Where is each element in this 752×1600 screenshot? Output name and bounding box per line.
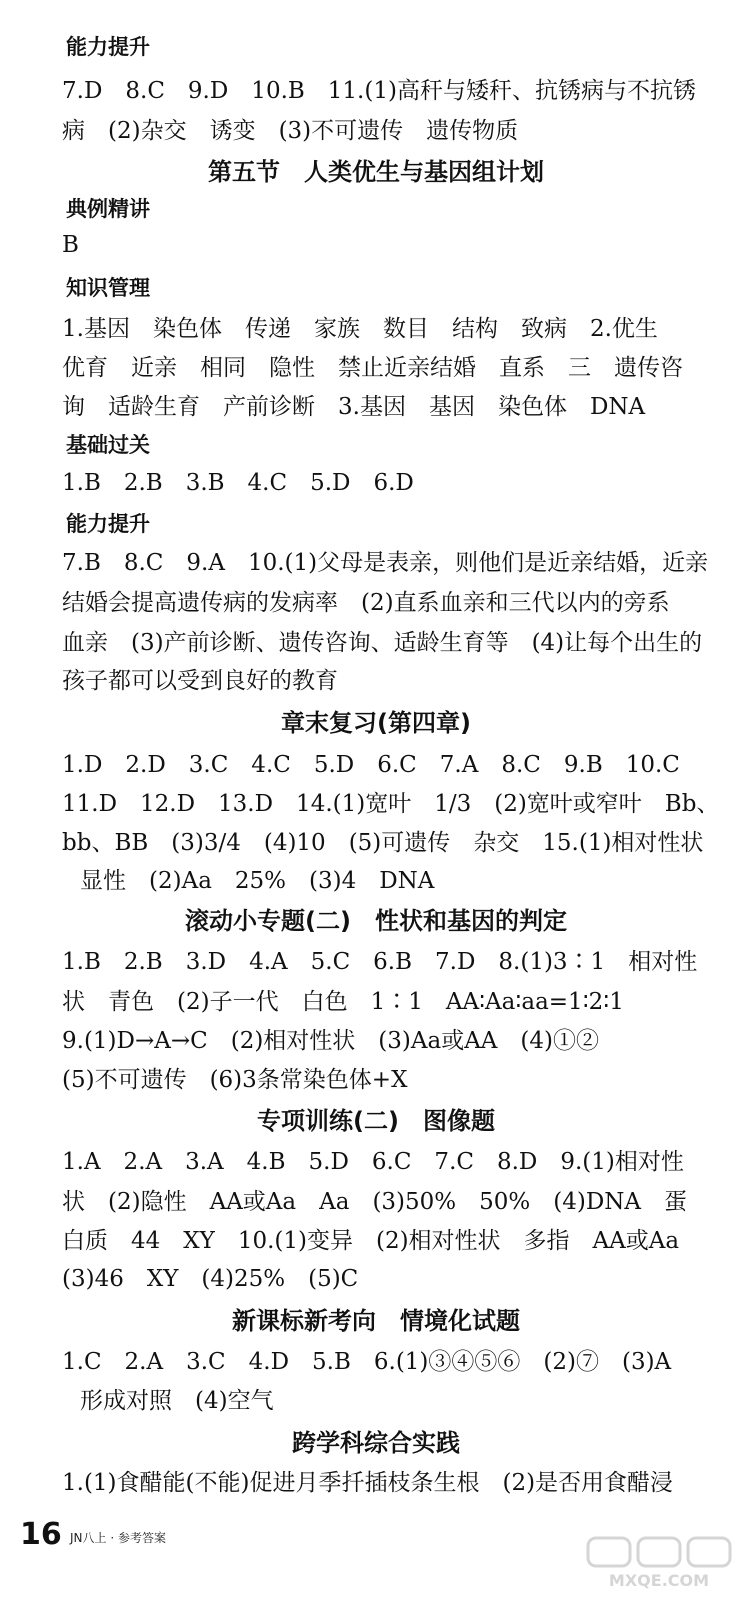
- section-title: 滚动小专题(二) 性状和基因的判定: [185, 907, 567, 935]
- answer-line: 询 适龄生育 产前诊断 3.基因 基因 染色体 DNA: [62, 394, 646, 420]
- answer-line: 1.(1)食醋能(不能)促进月季扦插枝条生根 (2)是否用食醋浸: [62, 1470, 674, 1496]
- subheading-example: 典例精讲: [66, 197, 150, 221]
- answer-line: 1.B 2.B 3.D 4.A 5.C 6.B 7.D 8.(1)3∶1 相对性: [62, 949, 698, 975]
- answer-line: 白质 44 XY 10.(1)变异 (2)相对性状 多指 AA或Aa: [62, 1228, 680, 1254]
- answer-line: 9.(1)D→A→C (2)相对性状 (3)Aa或AA (4)①②: [62, 1028, 599, 1054]
- answer-line: 结婚会提高遗传病的发病率 (2)直系血亲和三代以内的旁系: [62, 590, 670, 616]
- answer-line: 优育 近亲 相同 隐性 禁止近亲结婚 直系 三 遗传咨: [62, 355, 683, 381]
- answer-line: 状 青色 (2)子一代 白色 1∶1 AA∶Aa∶aa=1∶2∶1: [62, 989, 624, 1015]
- watermark-logo: [584, 1534, 734, 1592]
- answer-line: 孩子都可以受到良好的教育: [62, 668, 338, 694]
- section-title: 章末复习(第四章): [281, 709, 471, 737]
- subheading-basic: 基础过关: [66, 433, 150, 457]
- section-title: 专项训练(二) 图像题: [257, 1107, 495, 1135]
- answer-line: (5)不可遗传 (6)3条常染色体+X: [62, 1067, 408, 1093]
- section-title: 跨学科综合实践: [292, 1429, 460, 1457]
- answer-line: (3)46 XY (4)25% (5)C: [62, 1266, 359, 1292]
- answer-line: 7.D 8.C 9.D 10.B 11.(1)高秆与矮秆、抗锈病与不抗锈: [62, 78, 696, 104]
- answer-line: 1.D 2.D 3.C 4.C 5.D 6.C 7.A 8.C 9.B 10.C: [62, 752, 680, 778]
- subheading-ability-boost: 能力提升: [66, 512, 150, 536]
- subheading-knowledge: 知识管理: [66, 276, 150, 300]
- section-title: 新课标新考向 情境化试题: [232, 1307, 520, 1335]
- answer-line: 血亲 (3)产前诊断、遗传咨询、适龄生育等 (4)让每个出生的: [62, 630, 703, 656]
- answer-line: 1.A 2.A 3.A 4.B 5.D 6.C 7.C 8.D 9.(1)相对性: [62, 1149, 684, 1175]
- page-number: 16: [20, 1517, 62, 1552]
- answer-line: 1.B 2.B 3.B 4.C 5.D 6.D: [62, 470, 414, 496]
- answer-line: 7.B 8.C 9.A 10.(1)父母是表亲，则他们是近亲结婚，近亲: [62, 550, 709, 576]
- answer-line: 1.C 2.A 3.C 4.D 5.B 6.(1)③④⑤⑥ (2)⑦ (3)A: [62, 1349, 672, 1375]
- answer-line: bb、BB (3)3/4 (4)10 (5)可遗传 杂交 15.(1)相对性状: [62, 830, 704, 856]
- answer-line: 病 (2)杂交 诱变 (3)不可遗传 遗传物质: [62, 118, 519, 144]
- answer-line: 1.基因 染色体 传递 家族 数目 结构 致病 2.优生: [62, 316, 658, 342]
- answer-line: 11.D 12.D 13.D 14.(1)宽叶 1/3 (2)宽叶或窄叶 Bb、: [62, 791, 720, 817]
- section-title: 第五节 人类优生与基因组计划: [208, 158, 544, 186]
- subheading-ability-boost: 能力提升: [66, 35, 150, 59]
- answer-line: 显性 (2)Aa 25% (3)4 DNA: [80, 868, 435, 894]
- answer-line: B: [62, 232, 79, 258]
- answer-line: 状 (2)隐性 AA或Aa Aa (3)50% 50% (4)DNA 蛋: [62, 1189, 688, 1215]
- svg-text:MXQE.COM: MXQE.COM: [608, 1571, 710, 1590]
- answer-line: 形成对照 (4)空气: [80, 1388, 274, 1414]
- page-footer-label: JN八上 · 参考答案: [70, 1531, 166, 1545]
